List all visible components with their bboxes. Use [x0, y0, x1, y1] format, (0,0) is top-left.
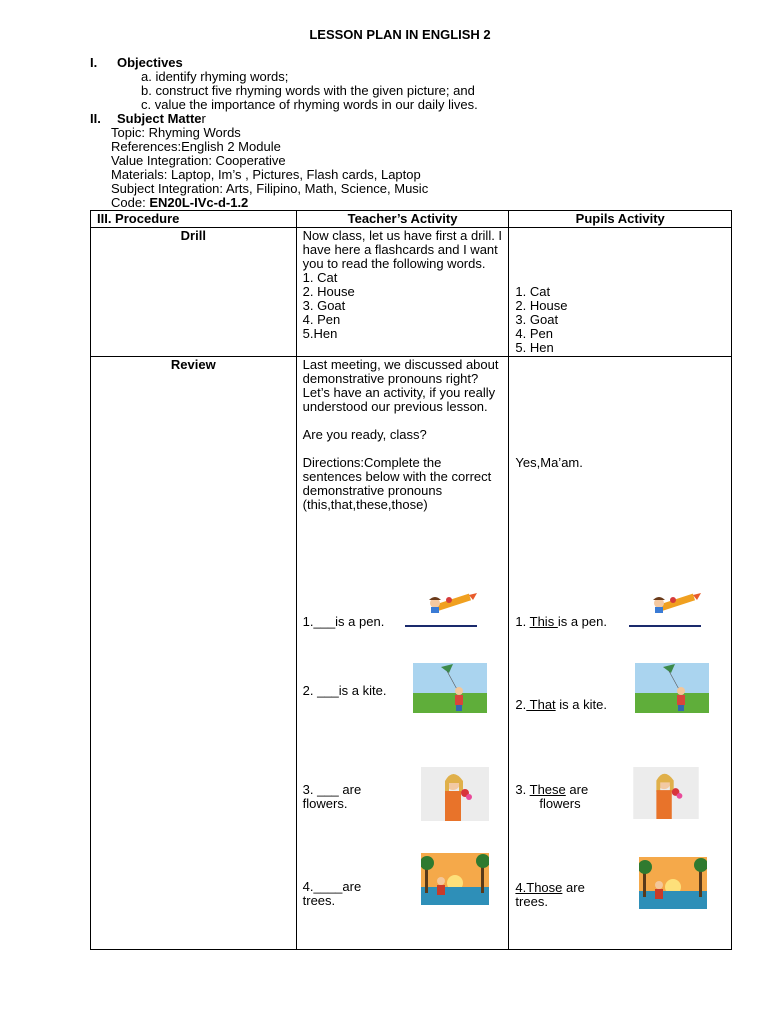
drill-pupil-word: 5. Hen — [515, 340, 554, 355]
pupil-item-1 — [515, 615, 607, 629]
header-procedure: III. Procedure — [91, 211, 297, 228]
drill-teacher-intro: Now class, let us have first a drill. I have here a flashcards and I want you to read the following words. — [302, 228, 503, 271]
drill-pupil-cell — [509, 228, 732, 357]
subject-integration: Subject Integration: Arts, Filipino, Math, Science, Music — [111, 181, 429, 196]
objective-b: b. construct five rhyming words with the given picture; and — [141, 83, 475, 98]
trees-boy-image — [639, 857, 707, 909]
header-teacher-activity: Teacher’s Activity — [296, 211, 509, 228]
drill-pupil-word: 4. Pen — [515, 326, 554, 341]
header-pupils-activity: Pupils Activity — [509, 211, 732, 228]
drill-pupil-word: 1. Cat — [515, 284, 551, 299]
subject-matter-heading-bold: Subject Matte — [117, 111, 202, 126]
kite-boy-image — [413, 663, 487, 713]
drill-teacher-word: 5.Hen — [302, 326, 338, 341]
table-header-row — [91, 211, 732, 228]
drill-pupil-word: 2. House — [515, 298, 568, 313]
pupil-item-3-pre: 3. — [515, 782, 530, 797]
teacher-item-4-line1: 4.____are — [302, 879, 362, 894]
pencil-boy-image — [405, 593, 477, 619]
pupil-item-3-answer: These — [529, 782, 566, 797]
kite-boy-image — [635, 663, 709, 713]
pencil-boy-image — [629, 593, 701, 619]
subject-code — [111, 196, 248, 210]
drill-teacher-word: 3. Goat — [302, 298, 346, 313]
subject-code-label: Code: — [111, 195, 150, 210]
objective-c: c. value the importance of rhyming words in our daily lives. — [141, 97, 478, 112]
pupil-item-1-post: is a pen. — [557, 614, 607, 629]
subject-value-integration: Value Integration: Cooperative — [111, 153, 286, 168]
drill-teacher-word: 4. Pen — [302, 312, 341, 327]
drill-teacher-cell — [296, 228, 509, 357]
objective-a: a. identify rhyming words; — [141, 69, 289, 84]
review-teacher-intro: Last meeting, we discussed about demonstrative pronouns right? Let’s have an activity, if you really understood our previous lesson. — [302, 357, 499, 414]
drill-teacher-word: 2. House — [302, 284, 355, 299]
teacher-item-3-line1: 3. ___ are — [302, 782, 362, 797]
pupil-item-3-line1 — [515, 783, 588, 797]
drill-teacher-word: 1. Cat — [302, 270, 338, 285]
drill-label: Drill — [91, 228, 297, 357]
flower-girl-image — [421, 767, 489, 821]
subject-matter-heading-tail: r — [201, 111, 206, 126]
teacher-item-1: 1.___is a pen. — [302, 614, 385, 629]
document-title: LESSON PLAN IN ENGLISH 2 — [309, 27, 491, 42]
flower-girl-image — [633, 767, 699, 819]
review-label: Review — [91, 357, 297, 950]
procedure-table — [90, 210, 732, 950]
drill-row — [91, 228, 732, 357]
teacher-item-4-line2: trees. — [302, 893, 336, 908]
review-teacher-directions: Directions:Complete the sentences below with the correct demonstrative pronouns — [302, 455, 492, 498]
pencil-underline — [405, 625, 477, 627]
subject-code-value: EN20L-IVc-d-1.2 — [149, 195, 249, 210]
review-pupil-cell — [509, 357, 732, 950]
review-teacher-options: (this,that,these,those) — [302, 497, 428, 512]
pupil-item-3-post: are — [565, 782, 589, 797]
teacher-item-2: 2. ___is a kite. — [302, 683, 387, 698]
subject-references: References:English 2 Module — [111, 139, 281, 154]
pupil-item-4-line2: trees. — [515, 894, 548, 909]
objectives-heading: Objectives — [117, 55, 183, 70]
subject-matter-numeral: II. — [90, 111, 101, 126]
subject-matter-heading — [117, 112, 206, 126]
pupil-item-2-post: is a kite. — [555, 697, 607, 712]
pupil-item-1-pre: 1. — [515, 614, 530, 629]
pupil-item-4-post: are — [562, 880, 585, 895]
subject-topic: Topic: Rhyming Words — [111, 125, 241, 140]
pupil-item-4-answer: 4.Those — [515, 880, 563, 895]
review-pupil-ready: Yes,Ma’am. — [515, 455, 583, 470]
trees-boy-image — [421, 853, 489, 905]
drill-pupil-word: 3. Goat — [515, 312, 559, 327]
pupil-item-2-answer: That — [526, 697, 556, 712]
review-row — [91, 357, 732, 950]
teacher-item-3-line2: flowers. — [302, 796, 348, 811]
pencil-underline — [629, 625, 701, 627]
pupil-item-2 — [515, 698, 607, 712]
subject-materials: Materials: Laptop, Im’s , Pictures, Flash cards, Laptop — [111, 167, 421, 182]
pupil-item-3-line2: flowers — [539, 796, 581, 811]
pupil-item-2-pre: 2. — [515, 697, 527, 712]
review-teacher-cell — [296, 357, 509, 950]
objectives-numeral: I. — [90, 55, 98, 70]
pupil-item-4-line1 — [515, 881, 584, 895]
review-teacher-ready: Are you ready, class? — [302, 427, 427, 442]
pupil-item-1-answer: This — [529, 614, 558, 629]
